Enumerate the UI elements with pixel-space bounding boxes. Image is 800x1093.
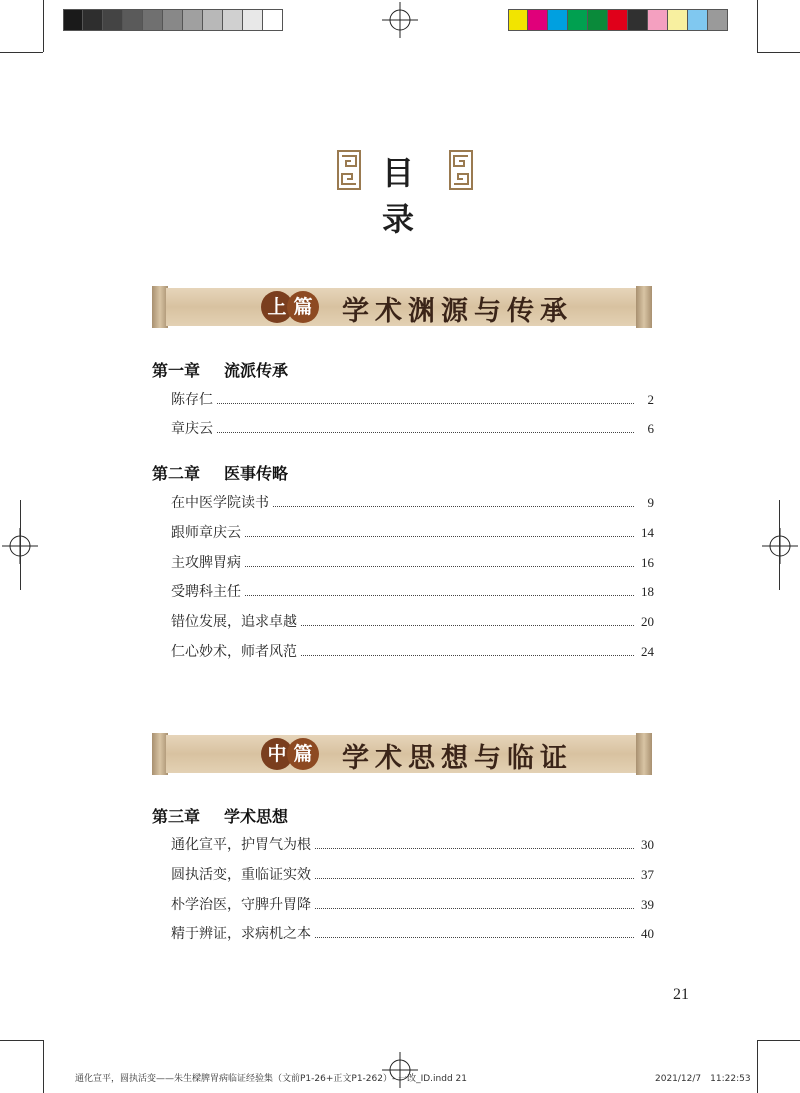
color-swatch xyxy=(123,9,143,31)
grayscale-color-bar xyxy=(63,9,283,31)
leader-dots xyxy=(217,403,634,404)
color-swatch xyxy=(223,9,243,31)
color-swatch xyxy=(668,9,688,31)
leader-dots xyxy=(273,506,634,507)
entry-page: 40 xyxy=(641,926,654,941)
leader-dots xyxy=(315,878,634,879)
fret-ornament-icon xyxy=(449,150,473,190)
entry-label: 错位发展，追求卓越 xyxy=(171,614,297,630)
section-badge xyxy=(261,737,319,771)
crop-mark xyxy=(779,500,780,590)
leader-dots xyxy=(315,908,634,909)
entry-page: 2 xyxy=(647,392,654,407)
leader-dots xyxy=(315,848,634,849)
entry-page: 20 xyxy=(641,614,654,629)
entry-label: 在中医学院读书 xyxy=(171,495,269,511)
chapter-name: 学术思想 xyxy=(224,807,289,826)
entry-page: 16 xyxy=(641,555,654,570)
chapter-name: 流派传承 xyxy=(224,361,289,380)
entry-page: 6 xyxy=(647,421,654,436)
badge-char: 篇 xyxy=(287,738,319,770)
chapter-number: 第二章 xyxy=(152,464,201,483)
chapter-heading xyxy=(152,804,288,827)
leader-dots xyxy=(217,432,634,433)
toc-entry[interactable] xyxy=(171,581,654,601)
entry-label: 跟师章庆云 xyxy=(171,525,241,541)
crop-mark xyxy=(757,0,758,52)
color-swatch xyxy=(143,9,163,31)
color-swatch xyxy=(163,9,183,31)
page-title: 目 录 xyxy=(381,154,428,238)
entry-label: 通化宣平，护胃气为根 xyxy=(171,837,311,853)
color-swatch xyxy=(103,9,123,31)
registration-mark-icon xyxy=(762,528,798,564)
crop-mark xyxy=(0,52,43,53)
entry-label: 主攻脾胃病 xyxy=(171,555,241,571)
color-swatch xyxy=(588,9,608,31)
entry-page: 24 xyxy=(641,644,654,659)
entry-page: 14 xyxy=(641,525,654,540)
toc-entry[interactable] xyxy=(171,611,654,631)
scroll-end-right xyxy=(636,733,652,775)
color-swatch xyxy=(83,9,103,31)
toc-entry[interactable] xyxy=(171,389,654,409)
chapter-name: 医事传略 xyxy=(224,464,289,483)
entry-page: 30 xyxy=(641,837,654,852)
toc-entry[interactable] xyxy=(171,552,654,572)
chapter-number: 第三章 xyxy=(152,807,201,826)
toc-entry[interactable] xyxy=(171,834,654,854)
chapter-number: 第一章 xyxy=(152,361,201,380)
toc-entry[interactable] xyxy=(171,894,654,914)
color-swatch xyxy=(263,9,283,31)
process-color-bar xyxy=(508,9,728,31)
color-swatch xyxy=(63,9,83,31)
color-swatch xyxy=(628,9,648,31)
leader-dots xyxy=(245,595,634,596)
registration-mark-icon xyxy=(382,2,418,38)
color-swatch xyxy=(243,9,263,31)
toc-entry[interactable] xyxy=(171,641,654,661)
entry-page: 37 xyxy=(641,867,654,882)
leader-dots xyxy=(245,566,634,567)
crop-mark xyxy=(20,500,21,590)
color-swatch xyxy=(708,9,728,31)
color-swatch xyxy=(528,9,548,31)
crop-mark xyxy=(757,1040,800,1041)
crop-mark xyxy=(757,52,800,53)
toc-entry[interactable] xyxy=(171,522,654,542)
print-slug-filename: 通化宣平，圆执活变——朱生樑脾胃病临证经验集（文前P1-26+正文P1-262）- 一改_ID.indd 21 xyxy=(75,1074,467,1084)
crop-mark xyxy=(43,0,44,52)
color-swatch xyxy=(548,9,568,31)
badge-char: 上 xyxy=(261,291,293,323)
leader-dots xyxy=(301,625,634,626)
color-swatch xyxy=(508,9,528,31)
entry-label: 朴学治医，守脾升胃降 xyxy=(171,897,311,913)
section-title: 学术思想与临证 xyxy=(342,743,573,774)
print-slug-timestamp: 2021/12/7 11:22:53 xyxy=(655,1074,751,1084)
color-swatch xyxy=(688,9,708,31)
color-swatch xyxy=(648,9,668,31)
color-swatch xyxy=(608,9,628,31)
leader-dots xyxy=(315,937,634,938)
section-badge xyxy=(261,290,319,324)
crop-mark xyxy=(0,1040,43,1041)
toc-entry[interactable] xyxy=(171,923,654,943)
color-swatch xyxy=(183,9,203,31)
leader-dots xyxy=(301,655,634,656)
color-swatch xyxy=(203,9,223,31)
entry-label: 章庆云 xyxy=(171,421,213,437)
toc-entry[interactable] xyxy=(171,864,654,884)
section-title: 学术渊源与传承 xyxy=(342,296,573,327)
entry-label: 仁心妙术，师者风范 xyxy=(171,644,297,660)
chapter-heading xyxy=(152,461,288,484)
color-swatch xyxy=(568,9,588,31)
entry-page: 39 xyxy=(641,897,654,912)
chapter-heading xyxy=(152,358,288,381)
page-number: 21 xyxy=(673,986,689,1003)
toc-entry[interactable] xyxy=(171,418,654,438)
leader-dots xyxy=(245,536,634,537)
section-banner xyxy=(152,733,652,775)
scroll-end-right xyxy=(636,286,652,328)
toc-entry[interactable] xyxy=(171,492,654,512)
entry-label: 陈存仁 xyxy=(171,392,213,408)
entry-label: 受聘科主任 xyxy=(171,584,241,600)
toc-title-block xyxy=(0,150,800,238)
entry-label: 精于辨证，求病机之本 xyxy=(171,926,311,942)
crop-mark xyxy=(43,1040,44,1093)
crop-mark xyxy=(757,1040,758,1093)
entry-page: 18 xyxy=(641,584,654,599)
entry-label: 圆执活变，重临证实效 xyxy=(171,867,311,883)
section-banner xyxy=(152,286,652,328)
badge-char: 篇 xyxy=(287,291,319,323)
badge-char: 中 xyxy=(261,738,293,770)
entry-page: 9 xyxy=(647,495,654,510)
